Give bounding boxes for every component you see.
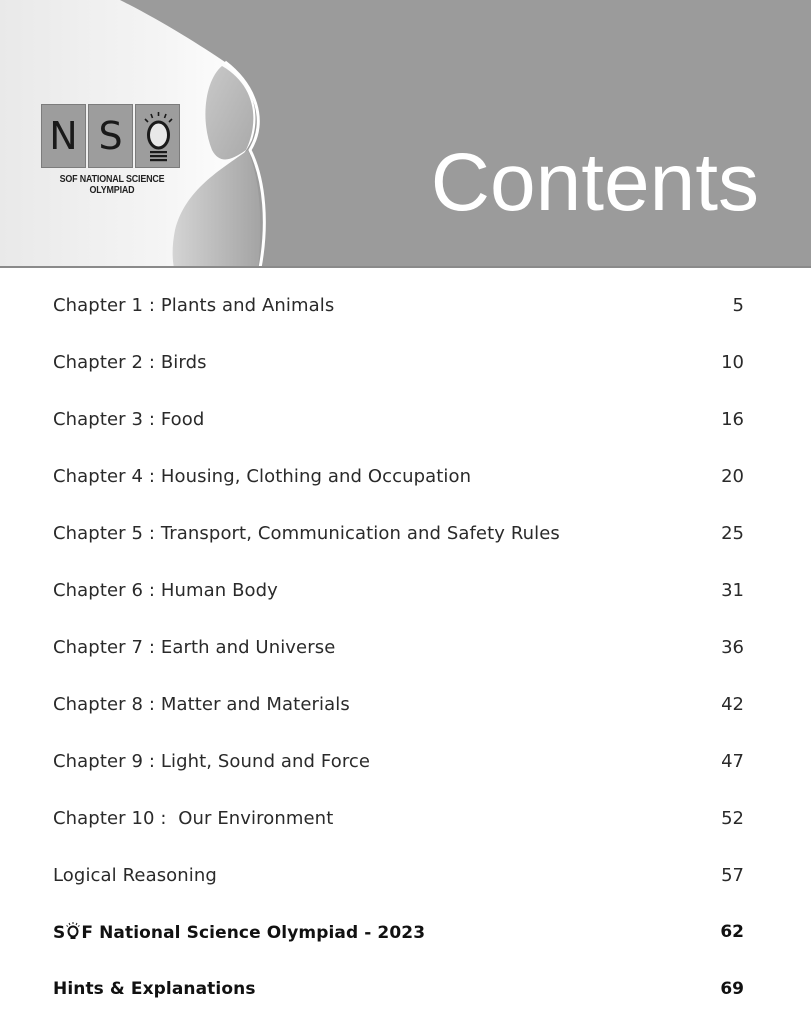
toc-entry-page: 62 [720, 922, 744, 942]
toc-entry-page: 57 [721, 865, 744, 886]
toc-entry-page: 16 [721, 409, 744, 430]
toc-entry-title-suffix: F National Science Olympiad - 2023 [81, 923, 426, 943]
toc-entry-title: Chapter 6 : Human Body [53, 580, 278, 601]
toc-entry-chapter-5[interactable] [0, 523, 811, 553]
toc-entry-page: 31 [721, 580, 744, 601]
toc-entry-title: Hints & Explanations [53, 979, 256, 999]
toc-entry-chapter-10[interactable] [0, 808, 811, 838]
logo-letter-o-box [135, 104, 180, 168]
logo-letter-boxes [41, 104, 183, 168]
toc-entry-page: 69 [720, 979, 744, 999]
logo-letter-n: N [41, 104, 86, 168]
logo-caption-line1: SOF NATIONAL SCIENCE [59, 173, 165, 185]
toc-entry-page: 10 [721, 352, 744, 373]
toc-entry-chapter-1[interactable] [0, 295, 811, 325]
toc-entry-chapter-6[interactable] [0, 580, 811, 610]
toc-entry-title: Chapter 10 : Our Environment [53, 808, 334, 829]
logo-caption-line2: OLYMPIAD [89, 184, 135, 196]
logo-letter-s: S [88, 104, 133, 168]
toc-entry-title [53, 922, 425, 943]
nso-logo [41, 104, 183, 196]
header-divider [0, 266, 811, 268]
toc-entry-title: Chapter 9 : Light, Sound and Force [53, 751, 371, 772]
page-title: Contents [430, 137, 759, 228]
toc-entry-page: 52 [721, 808, 744, 829]
toc-entry-title: Chapter 5 : Transport, Communication and Safety Rules [53, 523, 560, 544]
toc-entry-page: 42 [721, 694, 744, 715]
toc-entry-sof-nso-2023[interactable] [0, 922, 811, 952]
lightbulb-icon [136, 105, 181, 169]
toc-entry-page: 47 [721, 751, 744, 772]
toc-entry-logical-reasoning[interactable] [0, 865, 811, 895]
logo-caption [52, 174, 173, 196]
toc-entry-chapter-9[interactable] [0, 751, 811, 781]
toc-entry-hints-explanations[interactable] [0, 979, 811, 1009]
toc-entry-chapter-4[interactable] [0, 466, 811, 496]
toc-entry-page: 5 [732, 295, 744, 316]
toc-entry-title: Chapter 1 : Plants and Animals [53, 295, 335, 316]
toc-entry-page: 36 [721, 637, 744, 658]
toc-entry-title: Logical Reasoning [53, 865, 217, 886]
toc-entry-chapter-2[interactable] [0, 352, 811, 382]
toc-entry-title: Chapter 8 : Matter and Materials [53, 694, 350, 715]
toc-entry-chapter-7[interactable] [0, 637, 811, 667]
header-banner [0, 0, 811, 268]
lightbulb-icon [66, 922, 80, 940]
toc-entry-title: Chapter 3 : Food [53, 409, 205, 430]
toc-entry-chapter-3[interactable] [0, 409, 811, 439]
toc-entry-title: Chapter 7 : Earth and Universe [53, 637, 336, 658]
toc-entry-page: 25 [721, 523, 744, 544]
toc-entry-page: 20 [721, 466, 744, 487]
toc-entry-title: Chapter 2 : Birds [53, 352, 207, 373]
toc-entry-title-prefix: S [53, 923, 66, 943]
toc-entry-chapter-8[interactable] [0, 694, 811, 724]
toc-entry-title: Chapter 4 : Housing, Clothing and Occupation [53, 466, 472, 487]
